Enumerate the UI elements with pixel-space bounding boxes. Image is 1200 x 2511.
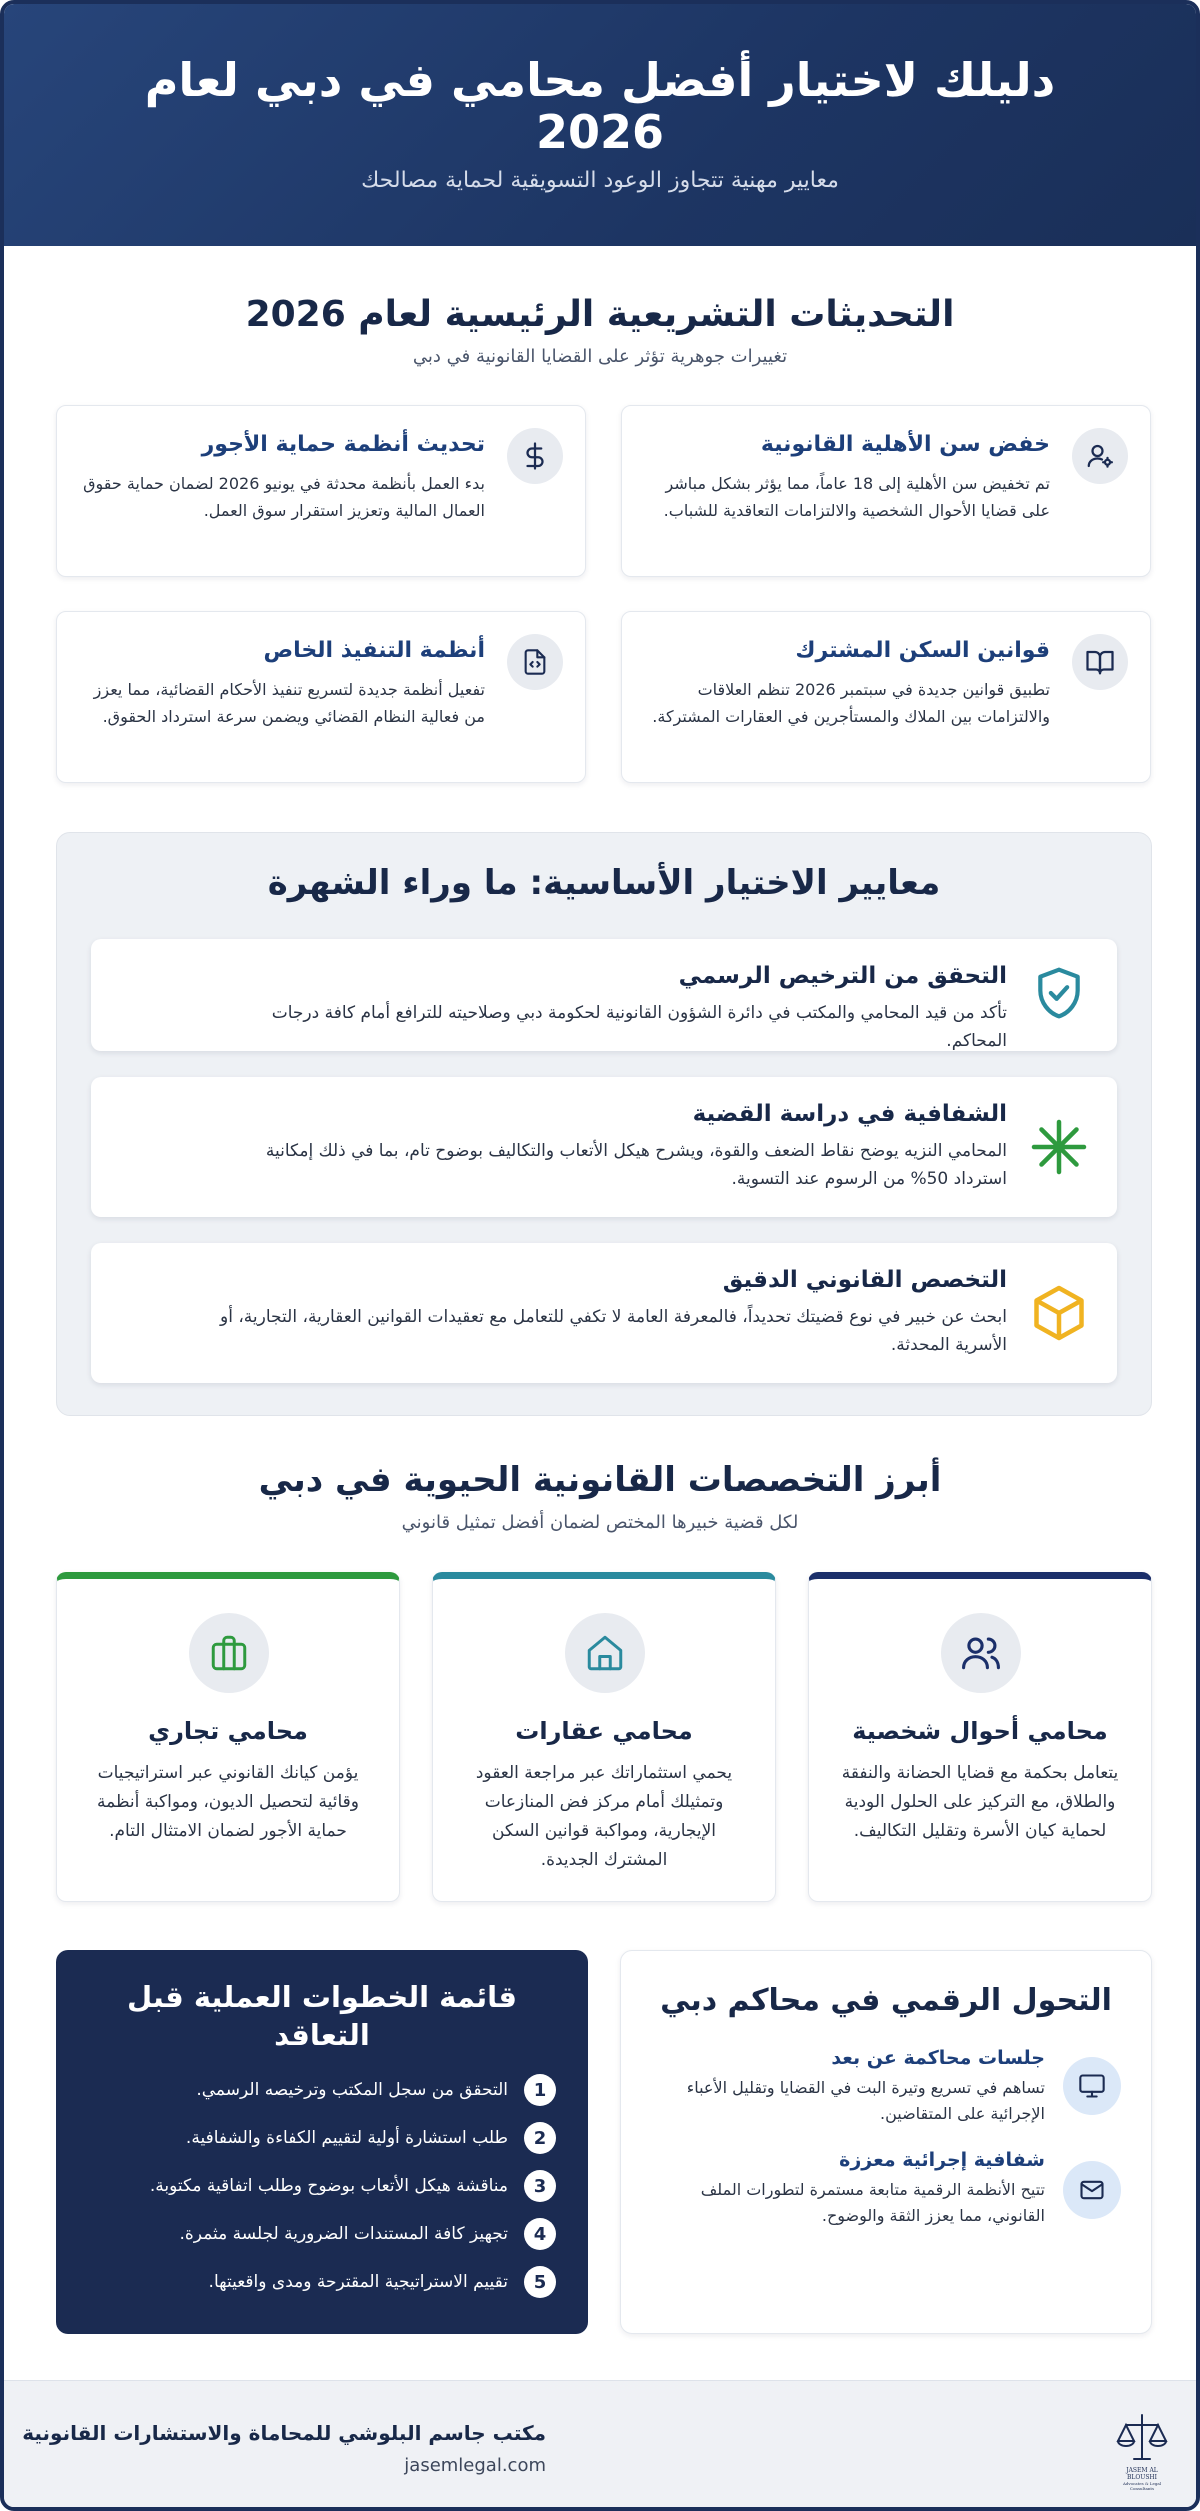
step-item (76, 2074, 556, 2106)
book-icon (1072, 634, 1128, 690)
specialization-card-text: يحمي استثماراتك عبر مراجعة العقود وتمثيلك أمام مركز فض المنازعات الإيجارية، ومواكبة قوانين السكن المشترك الجديدة. (475, 1763, 733, 1870)
updates-subtitle: تغييرات جوهرية تؤثر على القضايا القانونية في دبي (412, 346, 788, 367)
monitor-icon (1063, 2057, 1121, 2115)
specialization-card (56, 1572, 400, 1902)
update-card-text: تم تخفيض سن الأهلية إلى 18 عاماً، مما يؤثر بشكل مباشر على قضايا الأحوال الشخصية والالتزامات التعاقدية للشباب. (663, 474, 1050, 520)
page-title: دليلك لاختيار أفضل محامي في دبي لعام 2026 (144, 53, 1056, 159)
step-number: 1 (524, 2074, 556, 2106)
update-card-text: تطبيق قوانين جديدة في سبتمبر 2026 تنظم العلاقات والالتزامات بين الملاك والمستأجرين في العقارات المشتركة. (652, 680, 1050, 726)
specialization-card (808, 1572, 1152, 1902)
update-card (56, 405, 586, 577)
steps-title: قائمة الخطوات العملية قبل التعاقد (127, 1980, 517, 2052)
step-text: التحقق من سجل المكتب وترخيصه الرسمي. (196, 2080, 508, 2100)
dollar-icon (507, 428, 563, 484)
step-item (76, 2266, 556, 2298)
step-number: 4 (524, 2218, 556, 2250)
criteria-card (91, 1243, 1117, 1383)
criteria-card-title: التحقق من الترخيص الرسمي (678, 963, 1007, 989)
users-icon (941, 1613, 1021, 1693)
specialization-card-title: محامي عقارات (515, 1717, 693, 1745)
criteria-title: معايير الاختيار الأساسية: ما وراء الشهرة (267, 863, 941, 903)
asterisk-icon (1029, 1117, 1089, 1177)
step-text: طلب استشارة أولية لتقييم الكفاءة والشفافية. (185, 2128, 508, 2148)
step-text: تجهيز كافة المستندات الضرورية لجلسة مثمرة. (179, 2224, 508, 2244)
specialization-card-text: يتعامل بحكمة مع قضايا الحضانة والنفقة والطلاق، مع التركيز على الحلول الودية لحماية كيان الأسرة وتقليل التكاليف. (841, 1763, 1119, 1841)
shield-check-icon (1029, 963, 1089, 1023)
update-card-title: قوانين السكن المشترك (795, 638, 1050, 663)
firm-name: مكتب جاسم البلوشي للمحاماة والاستشارات القانونية (22, 2421, 546, 2445)
specializations-subtitle: لكل قضية خبيرها المختص لضمان أفضل تمثيل قانوني (401, 1512, 799, 1533)
cube-icon (1029, 1283, 1089, 1343)
update-card-text: بدء العمل بأنظمة محدثة في يونيو 2026 لضمان حماية حقوق العمال المالية وتعزيز استقرار سوق العمل. (83, 474, 485, 520)
update-card-title: أنظمة التنفيذ الخاص (263, 638, 485, 663)
criteria-card (91, 1077, 1117, 1217)
digital-item-title: شفافية إجرائية معززة (839, 2149, 1045, 2171)
digital-title: التحول الرقمي في محاكم دبي (660, 1983, 1112, 2018)
code-file-icon (507, 634, 563, 690)
specialization-card-title: محامي تجاري (148, 1717, 308, 1745)
step-text: تقييم الاستراتيجية المقترحة ومدى واقعيتها. (208, 2272, 508, 2292)
update-card-title: تحديث أنظمة حماية الأجور (201, 432, 485, 457)
criteria-panel (56, 832, 1152, 1416)
update-card-text: تفعيل أنظمة جديدة لتسريع تنفيذ الأحكام القضائية، مما يعزز من فعالية النظام القضائي ويضمن سرعة استرداد الحقوق. (93, 680, 485, 726)
home-icon (565, 1613, 645, 1693)
updates-title: التحديثات التشريعية الرئيسية لعام 2026 (245, 294, 955, 335)
footer (4, 2380, 1196, 2511)
firm-logo (1112, 2411, 1172, 2491)
update-card (621, 611, 1151, 783)
criteria-card-text: المحامي النزيه يوضح نقاط الضعف والقوة، ويشرح هيكل الأتعاب والتكاليف بوضوح تام، بما في ذلك إمكانية استرداد 50% من الرسوم عند التسوية. (265, 1141, 1007, 1189)
user-settings-icon (1072, 428, 1128, 484)
firm-website-link[interactable]: jasemlegal.com (404, 2455, 546, 2476)
mail-icon (1063, 2161, 1121, 2219)
criteria-card-text: ابحث عن خبير في نوع قضيتك تحديداً، فالمعرفة العامة لا تكفي للتعامل مع تعقيدات القوانين العقارية، التجارية، أو الأسرية المحدثة. (219, 1307, 1007, 1355)
briefcase-icon (189, 1613, 269, 1693)
logo-text: JASEM AL BLOUSHI (1126, 2467, 1158, 2481)
digital-panel (620, 1950, 1152, 2334)
page-subtitle: معايير مهنية تتجاوز الوعود التسويقية لحماية مصالحك (361, 168, 839, 193)
digital-item-title: جلسات محاكمة عن بعد (831, 2047, 1045, 2069)
specialization-card (432, 1572, 776, 1902)
criteria-card-title: التخصص القانوني الدقيق (722, 1267, 1007, 1293)
step-text: مناقشة هيكل الأتعاب بوضوح وطلب اتفاقية مكتوبة. (149, 2176, 508, 2196)
update-card (56, 611, 586, 783)
step-item (76, 2218, 556, 2250)
steps-panel (56, 1950, 588, 2334)
update-card (621, 405, 1151, 577)
digital-item-text: تساهم في تسريع وتيرة البت في القضايا وتقليل الأعباء الإجرائية على المتقاضين. (686, 2078, 1045, 2123)
criteria-card-title: الشفافية في دراسة القضية (692, 1101, 1007, 1127)
step-number: 5 (524, 2266, 556, 2298)
step-item (76, 2122, 556, 2154)
update-card-title: خفض سن الأهلية القانونية (760, 432, 1050, 457)
step-number: 2 (524, 2122, 556, 2154)
step-number: 3 (524, 2170, 556, 2202)
criteria-card (91, 939, 1117, 1051)
specializations-title: أبرز التخصصات القانونية الحيوية في دبي (258, 1460, 942, 1500)
specialization-card-text: يؤمن كيانك القانوني عبر استراتيجيات وقائية لتحصيل الديون، ومواكبة أنظمة حماية الأجور لضمان الامتثال التام. (97, 1763, 359, 1841)
specialization-card-title: محامي أحوال شخصية (852, 1717, 1108, 1745)
logo-subtext: Advocates & Legal Consultants (1122, 2481, 1162, 2491)
hero-header (4, 4, 1196, 246)
criteria-card-text: تأكد من قيد المحامي والمكتب في دائرة الشؤون القانونية لحكومة دبي وصلاحيته للترافع أمام كافة درجات المحاكم. (271, 1003, 1007, 1051)
digital-item-text: تتيح الأنظمة الرقمية متابعة مستمرة لتطورات الملف القانوني، مما يعزز الثقة والوضوح. (700, 2180, 1045, 2225)
step-item (76, 2170, 556, 2202)
